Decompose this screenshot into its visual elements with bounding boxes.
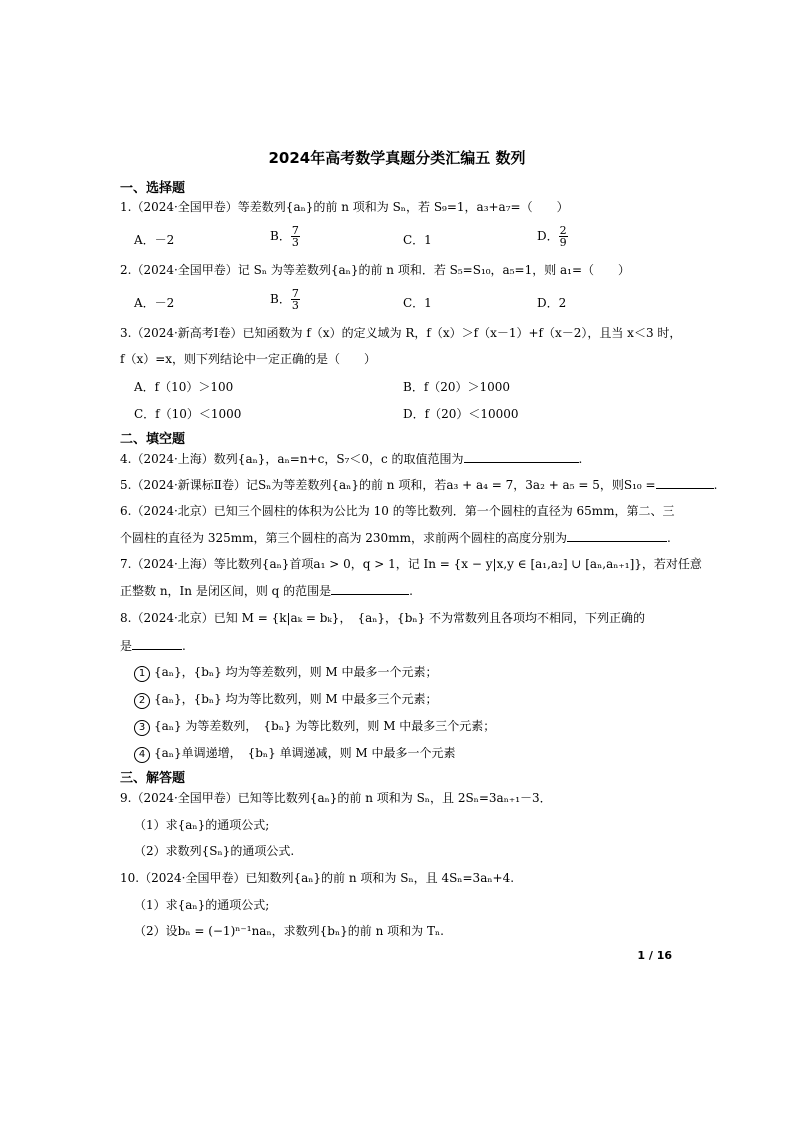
circled-number: 4 xyxy=(134,747,150,763)
question-10: 10.（2024·全国甲卷）已知数列{aₙ}的前 n 项和为 Sₙ，且 4Sₙ=3aₙ+4. xyxy=(120,871,515,885)
q1-option-d: D． $\frac{2}{9}$ xyxy=(537,224,567,249)
question-3-line-1: 3.（2024·新高考Ⅰ卷）已知函数为 f（x）的定义域为 R，f（x）＞f（x－1）+f（x－2），且当 x＜3 时， xyxy=(120,326,682,340)
section-heading-answer: 三、解答题 xyxy=(120,771,186,786)
answer-blank xyxy=(331,582,409,595)
question-9-part-1: （1）求{aₙ}的通项公式; xyxy=(134,818,270,832)
q1-option-c: C．1 xyxy=(403,233,432,247)
question-7-line-2: 正整数 n，In 是闭区间，则 q 的范围是 . xyxy=(120,584,413,598)
question-9-part-2: （2）求数列{Sₙ}的通项公式. xyxy=(134,844,295,858)
q2-option-c: C．1 xyxy=(403,296,432,310)
page-number: 1 / 16 xyxy=(637,949,672,962)
question-10-part-1: （1）求{aₙ}的通项公式; xyxy=(134,898,270,912)
question-3-line-2: f（x）=x，则下列结论中一定正确的是（ ） xyxy=(120,352,377,366)
question-1: 1.（2024·全国甲卷）等差数列{aₙ}的前 n 项和为 Sₙ，若 S₉=1，a₃+a₇=（ ） xyxy=(120,200,569,214)
q8-option-4: 4 {aₙ}单调递增， {bₙ} 单调递减，则 M 中最多一个元素 xyxy=(134,745,456,763)
q8-option-1: 1 {aₙ}，{bₙ} 均为等差数列，则 M 中最多一个元素； xyxy=(134,664,438,682)
q8-option-2: 2 {aₙ}，{bₙ} 均为等比数列，则 M 中最多三个元素； xyxy=(134,691,438,709)
q1-option-b: B． $\frac{7}{3}$ xyxy=(270,224,299,249)
question-8-line-1: 8.（2024·北京）已知 M = {k|aₖ = bₖ}， {aₙ}，{bₙ} 不为常数列且各项均不相同，下列正确的 xyxy=(120,611,646,625)
question-7-line-1: 7.（2024·上海）等比数列{aₙ}首项a₁ > 0，q > 1，记 In = {x − y|x,y ∈ [a₁,a₂] ∪ [aₙ,aₙ₊₁]}，若对任意 xyxy=(120,557,702,571)
section-heading-choice: 一、选择题 xyxy=(120,181,186,196)
circled-number: 1 xyxy=(134,666,150,682)
question-10-part-2: （2）设bₙ = (−1)ⁿ⁻¹naₙ，求数列{bₙ}的前 n 项和为 Tₙ. xyxy=(134,924,444,938)
q3-option-c: C．f（10）＜1000 xyxy=(134,407,242,421)
q1-option-a: A．－2 xyxy=(134,233,175,247)
question-9: 9.（2024·全国甲卷）已知等比数列{aₙ}的前 n 项和为 Sₙ，且 2Sₙ=3aₙ₊₁－3． xyxy=(120,791,552,805)
q8-option-3: 3 {aₙ} 为等差数列， {bₙ} 为等比数列，则 M 中最多三个元素； xyxy=(134,718,495,736)
question-2: 2.（2024·全国甲卷）记 Sₙ 为等差数列{aₙ}的前 n 项和．若 S₅=S₁₀，a₅=1，则 a₁=（ ） xyxy=(120,263,631,277)
q2-option-b: B． $\frac{7}{3}$ xyxy=(270,287,299,312)
question-8-line-2: 是 . xyxy=(120,639,186,653)
fraction: $\frac{2}{9}$ xyxy=(559,224,567,249)
circled-number: 3 xyxy=(134,720,150,736)
circled-number: 2 xyxy=(134,693,150,709)
q3-option-a: A．f（10）＞100 xyxy=(134,380,234,394)
answer-blank xyxy=(567,529,667,542)
question-6-line-2: 个圆柱的直径为 325mm，第三个圆柱的高为 230mm，求前两个圆柱的高度分别为 . xyxy=(120,531,671,545)
section-heading-fill: 二、填空题 xyxy=(120,432,186,447)
fraction: $\frac{7}{3}$ xyxy=(291,224,299,249)
answer-blank xyxy=(464,450,579,463)
q3-option-b: B．f（20）＞1000 xyxy=(403,380,511,394)
answer-blank xyxy=(656,476,714,489)
fraction: $\frac{7}{3}$ xyxy=(291,287,299,312)
q3-option-d: D．f（20）＜10000 xyxy=(403,407,519,421)
question-5: 5.（2024·新课标Ⅱ卷）记Sₙ为等差数列{aₙ}的前 n 项和，若a₃ + a₄ = 7，3a₂ + a₅ = 5，则S₁₀ = . xyxy=(120,478,718,492)
page-title: 2024年高考数学真题分类汇编五 数列 xyxy=(268,149,526,167)
q2-option-d: D．2 xyxy=(537,296,567,310)
answer-blank xyxy=(132,637,182,650)
question-6-line-1: 6.（2024·北京）已知三个圆柱的体积为公比为 10 的等比数列．第一个圆柱的直径为 65mm，第二、三 xyxy=(120,504,675,518)
q2-option-a: A．－2 xyxy=(134,296,175,310)
question-4: 4.（2024·上海）数列{aₙ}，aₙ=n+c，S₇＜0，c 的取值范围为 . xyxy=(120,452,583,466)
